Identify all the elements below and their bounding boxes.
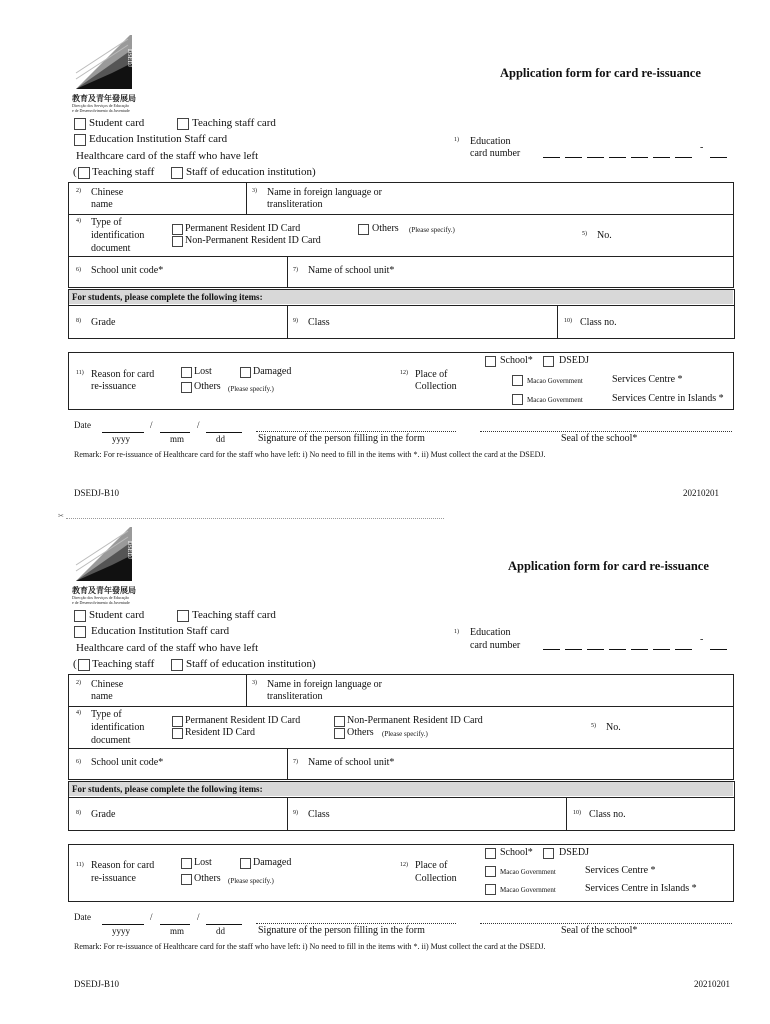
form-code: DSEDJ-B10 (74, 979, 120, 989)
foreign-name-label-2: transliteration (267, 691, 323, 702)
table-rule (557, 305, 558, 338)
date-day-input[interactable] (206, 924, 242, 925)
table-rule (68, 289, 734, 290)
resident-id-checkbox[interactable] (172, 728, 183, 739)
form-code: DSEDJ-B10 (74, 488, 120, 498)
macao-islands-label: Services Centre in Islands * (585, 883, 697, 894)
others-id-label: Others (372, 223, 399, 234)
dd-label: dd (216, 926, 225, 936)
student-card-label: Student card (89, 117, 145, 129)
school-code-label: School unit code* (91, 265, 164, 276)
chinese-name-label-1: Chinese (91, 187, 124, 198)
table-rule (287, 305, 288, 338)
permanent-id-label: Permanent Resident ID Card (185, 223, 301, 234)
table-rule (68, 305, 734, 306)
date-day-input[interactable] (206, 432, 242, 433)
seal-line[interactable] (480, 431, 732, 432)
permanent-id-checkbox[interactable] (172, 716, 183, 727)
field-number-1: 1) (454, 629, 459, 635)
healthcare-staff-checkbox[interactable] (171, 659, 183, 671)
field-number-12: 12) (400, 862, 408, 868)
dsedj-collection-label: DSEDJ (559, 847, 590, 858)
lost-label: Lost (194, 366, 212, 377)
table-rule (68, 797, 734, 798)
class-no-label: Class no. (589, 809, 626, 820)
logo-pt-text-2: e de Desenvolvimento da Juventude (72, 600, 130, 605)
school-code-label: School unit code* (91, 757, 164, 768)
form-date-code: 20210201 (683, 488, 719, 498)
healthcare-teaching-checkbox[interactable] (78, 167, 90, 179)
school-collection-label: School* (500, 355, 533, 366)
field-number-10: 10) (564, 318, 572, 324)
field-number-11: 11) (76, 862, 84, 868)
macao-services-checkbox[interactable] (512, 375, 523, 386)
edu-card-number-input[interactable] (543, 634, 733, 652)
date-year-input[interactable] (102, 924, 144, 925)
field-number-8: 8) (76, 810, 81, 816)
remark-text: Remark: For re-issuance of Healthcare card for the staff who have left: i) No need to fill in the items with *. ii) Must collect the card at the DSEDJ. (74, 450, 546, 459)
field-number-1: 1) (454, 137, 459, 143)
table-rule (246, 674, 247, 706)
paren-open: ( (73, 166, 77, 178)
permanent-id-checkbox[interactable] (172, 224, 183, 235)
dsedj-collection-label: DSEDJ (559, 355, 590, 366)
seal-line[interactable] (480, 923, 732, 924)
edu-card-label-1: Education (470, 136, 511, 147)
reason-label-2: re-issuance (91, 873, 136, 884)
edu-card-label-1: Education (470, 627, 511, 638)
non-permanent-id-label: Non-Permanent Resident ID Card (185, 235, 321, 246)
grade-label: Grade (91, 809, 116, 820)
macao-gov-islands-label: Macao Government (500, 886, 556, 894)
mm-label: mm (170, 926, 185, 936)
field-number-10: 10) (573, 810, 581, 816)
field-number-11: 11) (76, 370, 84, 376)
table-rule (68, 706, 734, 707)
field-number-2: 2) (76, 680, 81, 686)
healthcare-staff-label: Staff of education institution) (186, 166, 316, 178)
field-number-4: 4) (76, 710, 81, 716)
seal-label: Seal of the school* (561, 433, 638, 444)
field-number-6: 6) (76, 759, 81, 765)
field-number-5: 5) (591, 723, 596, 729)
teaching-staff-card-label: Teaching staff card (192, 117, 276, 129)
logo-cn-text: 教育及青年發展局 (72, 586, 136, 595)
table-rule (68, 830, 735, 831)
macao-gov-label: Macao Government (527, 377, 583, 385)
date-label: Date (74, 420, 91, 430)
table-rule (68, 338, 735, 339)
dsedj-logo (72, 525, 138, 605)
remark-text: Remark: For re-issuance of Healthcare card for the staff who have left: i) No need to fill in the items with *. ii) Must collect the card at the DSEDJ. (74, 942, 546, 951)
healthcare-card-label: Healthcare card of the staff who have left (76, 642, 259, 654)
non-permanent-id-label: Non-Permanent Resident ID Card (347, 715, 483, 726)
date-slash-2: / (197, 420, 200, 430)
signature-line[interactable] (256, 431, 456, 432)
teaching-staff-card-checkbox[interactable] (177, 118, 189, 130)
healthcare-staff-checkbox[interactable] (171, 167, 183, 179)
lost-checkbox[interactable] (181, 858, 192, 869)
field-number-9: 9) (293, 318, 298, 324)
teaching-staff-card-label: Teaching staff card (192, 609, 276, 621)
lost-label: Lost (194, 857, 212, 868)
student-card-label: Student card (89, 609, 145, 621)
signature-label: Signature of the person filling in the form (258, 433, 425, 444)
others-reason-checkbox[interactable] (181, 382, 192, 393)
reason-label-1: Reason for card (91, 860, 155, 871)
logo-cn-text: 教育及青年發展局 (72, 94, 136, 103)
damaged-label: Damaged (253, 857, 292, 868)
date-slash-1: / (150, 420, 153, 430)
id-type-label-2: identification (91, 230, 145, 241)
edu-card-label-2: card number (470, 148, 521, 159)
healthcare-teaching-label: Teaching staff (92, 166, 155, 178)
field-number-9: 9) (293, 810, 298, 816)
paren-open: ( (73, 658, 77, 670)
macao-islands-checkbox[interactable] (512, 394, 523, 405)
macao-services-label: Services Centre * (612, 374, 683, 385)
foreign-name-label-1: Name in foreign language or (267, 679, 382, 690)
school-collection-checkbox[interactable] (485, 848, 496, 859)
table-rule (68, 748, 734, 749)
seal-label: Seal of the school* (561, 925, 638, 936)
table-rule (68, 781, 734, 782)
id-number-label: No. (597, 230, 612, 241)
field-number-3: 3) (252, 188, 257, 194)
others-reason-label: Others (194, 873, 221, 884)
date-year-input[interactable] (102, 432, 144, 433)
scissors-icon: ✂ (58, 512, 64, 520)
school-name-label: Name of school unit* (308, 265, 395, 276)
place-label-1: Place of (415, 860, 448, 871)
healthcare-teaching-label: Teaching staff (92, 658, 155, 670)
students-header: For students, please complete the following items: (72, 292, 263, 302)
dd-label: dd (216, 434, 225, 444)
date-month-input[interactable] (160, 432, 190, 433)
macao-gov-islands-label: Macao Government (527, 396, 583, 404)
logo-pt-text-2: e de Desenvolvimento da Juventude (72, 108, 130, 113)
mm-label: mm (170, 434, 185, 444)
dsedj-collection-checkbox[interactable] (543, 848, 554, 859)
edu-card-hyphen: - (700, 142, 704, 153)
table-rule (566, 797, 567, 830)
others-id-specify: (Please specify.) (409, 226, 455, 234)
table-rule (734, 781, 735, 830)
non-permanent-id-checkbox[interactable] (334, 716, 345, 727)
field-number-7: 7) (293, 759, 298, 765)
field-number-8: 8) (76, 318, 81, 324)
place-label-2: Collection (415, 381, 457, 392)
damaged-label: Damaged (253, 366, 292, 377)
teaching-staff-card-checkbox[interactable] (177, 610, 189, 622)
id-type-label-2: identification (91, 722, 145, 733)
table-rule (246, 182, 247, 214)
signature-label: Signature of the person filling in the form (258, 925, 425, 936)
logo-vertical-text: DSEDJ (126, 541, 132, 560)
field-number-7: 7) (293, 267, 298, 273)
date-label: Date (74, 912, 91, 922)
field-number-6: 6) (76, 267, 81, 273)
table-rule (287, 748, 288, 780)
macao-services-label: Services Centre * (585, 865, 656, 876)
others-reason-label: Others (194, 381, 221, 392)
table-rule (68, 214, 734, 215)
form-title: Application form for card re-issuance (500, 66, 701, 80)
others-reason-specify: (Please specify.) (228, 877, 274, 885)
edu-card-hyphen: - (700, 634, 704, 645)
healthcare-staff-label: Staff of education institution) (186, 658, 316, 670)
institution-staff-card-checkbox[interactable] (74, 134, 86, 146)
institution-staff-card-label: Education Institution Staff card (89, 133, 228, 145)
id-type-label-1: Type of (91, 709, 122, 720)
id-type-label-3: document (91, 735, 131, 746)
reason-label-1: Reason for card (91, 369, 155, 380)
macao-islands-checkbox[interactable] (485, 884, 496, 895)
school-collection-label: School* (500, 847, 533, 858)
edu-card-number-input[interactable] (543, 142, 733, 160)
id-type-label-1: Type of (91, 217, 122, 228)
others-id-label: Others (347, 727, 374, 738)
table-rule (68, 256, 734, 257)
yyyy-label: yyyy (112, 434, 130, 444)
students-header: For students, please complete the following items: (72, 784, 263, 794)
signature-line[interactable] (256, 923, 456, 924)
institution-staff-card-label: Education Institution Staff card (91, 625, 230, 637)
form-title: Application form for card re-issuance (508, 559, 709, 573)
macao-services-checkbox[interactable] (485, 866, 496, 877)
chinese-name-label-1: Chinese (91, 679, 124, 690)
permanent-id-label: Permanent Resident ID Card (185, 715, 301, 726)
macao-islands-label: Services Centre in Islands * (612, 393, 724, 404)
field-number-4: 4) (76, 218, 81, 224)
form-copy-bottom (0, 492, 770, 989)
form-copy-top (0, 0, 770, 498)
others-id-checkbox[interactable] (334, 728, 345, 739)
chinese-name-label-2: name (91, 691, 113, 702)
date-month-input[interactable] (160, 924, 190, 925)
applicant-info-table (68, 674, 734, 780)
others-reason-specify: (Please specify.) (228, 385, 274, 393)
form-date-code: 20210201 (694, 979, 730, 989)
institution-staff-card-checkbox[interactable] (74, 626, 86, 638)
logo-pt-text-1: Direcção dos Serviços de Educação (72, 103, 130, 108)
class-label: Class (308, 809, 330, 820)
date-slash-1: / (150, 912, 153, 922)
table-rule (68, 781, 69, 830)
place-label-2: Collection (415, 873, 457, 884)
lost-checkbox[interactable] (181, 367, 192, 378)
place-label-1: Place of (415, 369, 448, 380)
logo-vertical-text: DSEDJ (126, 49, 132, 68)
school-collection-checkbox[interactable] (485, 356, 496, 367)
table-rule (287, 256, 288, 288)
resident-id-label: Resident ID Card (185, 727, 255, 738)
dsedj-logo (72, 33, 138, 113)
edu-card-label-2: card number (470, 640, 521, 651)
damaged-checkbox[interactable] (240, 367, 251, 378)
macao-gov-label: Macao Government (500, 868, 556, 876)
id-type-label-3: document (91, 243, 131, 254)
date-slash-2: / (197, 912, 200, 922)
others-id-specify: (Please specify.) (382, 730, 428, 738)
foreign-name-label-2: transliteration (267, 199, 323, 210)
damaged-checkbox[interactable] (240, 858, 251, 869)
yyyy-label: yyyy (112, 926, 130, 936)
table-rule (68, 289, 69, 338)
applicant-info-table (68, 182, 734, 288)
foreign-name-label-1: Name in foreign language or (267, 187, 382, 198)
class-no-label: Class no. (580, 317, 617, 328)
non-permanent-id-checkbox[interactable] (172, 236, 183, 247)
school-name-label: Name of school unit* (308, 757, 395, 768)
field-number-2: 2) (76, 188, 81, 194)
field-number-3: 3) (252, 680, 257, 686)
table-rule (287, 797, 288, 830)
grade-label: Grade (91, 317, 116, 328)
others-reason-checkbox[interactable] (181, 874, 192, 885)
field-number-5: 5) (582, 231, 587, 237)
others-id-checkbox[interactable] (358, 224, 369, 235)
healthcare-teaching-checkbox[interactable] (78, 659, 90, 671)
chinese-name-label-2: name (91, 199, 113, 210)
id-number-label: No. (606, 722, 621, 733)
student-card-checkbox[interactable] (74, 118, 86, 130)
reason-label-2: re-issuance (91, 381, 136, 392)
table-rule (734, 289, 735, 338)
healthcare-card-label: Healthcare card of the staff who have left (76, 150, 259, 162)
dsedj-collection-checkbox[interactable] (543, 356, 554, 367)
field-number-12: 12) (400, 370, 408, 376)
class-label: Class (308, 317, 330, 328)
logo-pt-text-1: Direcção dos Serviços de Educação (72, 595, 130, 600)
student-card-checkbox[interactable] (74, 610, 86, 622)
